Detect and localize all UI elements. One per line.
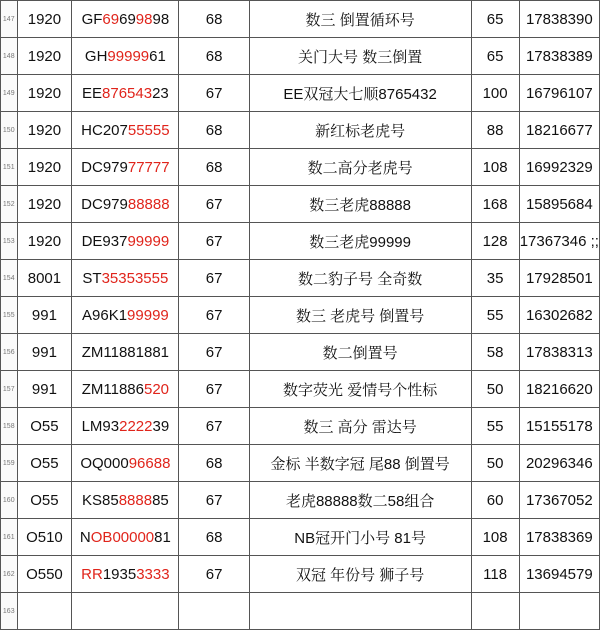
type-cell: 67	[179, 482, 249, 519]
type-cell: 67	[179, 334, 249, 371]
type-cell	[179, 593, 249, 630]
table-row	[1, 593, 600, 630]
table-row	[1, 519, 600, 556]
series-cell: O55	[17, 445, 72, 482]
series-cell: 1920	[17, 112, 72, 149]
row-number: 147	[1, 1, 18, 38]
plate-number-cell	[72, 556, 179, 593]
plate-highlight: 3333	[136, 565, 170, 583]
row-number: 161	[1, 519, 18, 556]
plate-segment: EE	[82, 84, 103, 102]
id-cell: 16302682	[519, 297, 599, 334]
description-cell: 数二高分老虎号	[249, 149, 471, 186]
plate-number-cell	[72, 186, 179, 223]
description-cell: 双冠 年份号 狮子号	[249, 556, 471, 593]
price-cell: 108	[471, 519, 519, 556]
description-cell: 数三老虎99999	[249, 223, 471, 260]
plate-segment: GF	[81, 10, 103, 28]
description-cell	[249, 593, 471, 630]
plate-highlight: 98	[135, 10, 153, 28]
plate-segment: 98	[152, 10, 170, 28]
id-cell: 17928501	[519, 260, 599, 297]
id-cell: 17367052	[519, 482, 599, 519]
series-cell: 1920	[17, 75, 72, 112]
price-cell: 35	[471, 260, 519, 297]
id-cell: 15895684	[519, 186, 599, 223]
plate-segment: HC207	[81, 121, 128, 139]
plate-number-cell	[72, 334, 179, 371]
table-row	[1, 260, 600, 297]
id-cell: 16992329	[519, 149, 599, 186]
description-cell: NB冠开门小号 81号	[249, 519, 471, 556]
plate-number-cell	[72, 445, 179, 482]
id-cell	[519, 593, 599, 630]
plate-number-cell	[72, 408, 179, 445]
description-cell: 关门大号 数三倒置	[249, 38, 471, 75]
series-cell: 1920	[17, 186, 72, 223]
plate-highlight: 99999	[127, 306, 169, 324]
table-row	[1, 1, 600, 38]
id-cell: 13694579	[519, 556, 599, 593]
price-cell: 108	[471, 149, 519, 186]
plate-highlight: RR	[81, 565, 103, 583]
plate-segment: LM93	[81, 417, 120, 435]
plate-number-cell	[72, 593, 179, 630]
type-cell: 68	[179, 519, 249, 556]
plate-segment: KS85	[82, 491, 119, 509]
plate-segment: 85	[152, 491, 169, 509]
type-cell: 67	[179, 297, 249, 334]
id-cell: 20296346	[519, 445, 599, 482]
type-cell: 68	[179, 38, 249, 75]
plate-segment: 81	[154, 528, 171, 546]
series-cell: 8001	[17, 260, 72, 297]
plate-highlight: 99999	[127, 232, 170, 250]
plate-segment: GH	[84, 47, 108, 65]
id-cell: 17838313	[519, 334, 599, 371]
id-cell: 17838390	[519, 1, 599, 38]
description-cell: 老虎88888数二58组合	[249, 482, 471, 519]
id-cell: 16796107	[519, 75, 599, 112]
row-number: 162	[1, 556, 18, 593]
description-cell: 数三 高分 雷达号	[249, 408, 471, 445]
plate-highlight: 77777	[127, 158, 170, 176]
price-cell: 65	[471, 38, 519, 75]
series-cell: O550	[17, 556, 72, 593]
id-cell: 18216620	[519, 371, 599, 408]
plate-number-cell	[72, 260, 179, 297]
plate-highlight: 55555	[127, 121, 170, 139]
price-cell: 88	[471, 112, 519, 149]
plate-number-cell	[72, 297, 179, 334]
plate-number-cell	[72, 519, 179, 556]
plate-segment: N	[79, 528, 91, 546]
description-cell: EE双冠大七顺8765432	[249, 75, 471, 112]
price-cell: 128	[471, 223, 519, 260]
plate-segment: 39	[152, 417, 170, 435]
type-cell: 67	[179, 186, 249, 223]
table-row	[1, 445, 600, 482]
plate-highlight: 520	[144, 380, 170, 398]
id-cell: 15155178	[519, 408, 599, 445]
id-cell: 17838369	[519, 519, 599, 556]
series-cell	[17, 593, 72, 630]
type-cell: 68	[179, 112, 249, 149]
plate-segment: A96K1	[82, 306, 128, 324]
price-cell: 50	[471, 445, 519, 482]
table-row	[1, 38, 600, 75]
price-cell: 65	[471, 1, 519, 38]
plate-segment: 69	[119, 10, 136, 28]
table-row	[1, 334, 600, 371]
series-cell: O55	[17, 482, 72, 519]
price-cell: 55	[471, 408, 519, 445]
price-cell: 168	[471, 186, 519, 223]
plate-segment: DE937	[81, 232, 128, 250]
series-cell: O55	[17, 408, 72, 445]
row-number: 160	[1, 482, 18, 519]
table-row	[1, 297, 600, 334]
id-cell: 17838389	[519, 38, 599, 75]
plate-highlight: 8888	[118, 491, 153, 509]
type-cell: 68	[179, 445, 249, 482]
table-row	[1, 112, 600, 149]
series-cell: 1920	[17, 223, 72, 260]
type-cell: 67	[179, 371, 249, 408]
series-cell: 991	[17, 297, 72, 334]
plate-highlight: 69	[102, 10, 120, 28]
description-cell: 金标 半数字冠 尾88 倒置号	[249, 445, 471, 482]
plate-segment: OQ000	[80, 454, 129, 472]
price-cell: 118	[471, 556, 519, 593]
row-number: 163	[1, 593, 18, 630]
plate-segment: 61	[149, 47, 166, 65]
series-cell: 991	[17, 334, 72, 371]
type-cell: 67	[179, 260, 249, 297]
row-number: 157	[1, 371, 18, 408]
plate-segment: DC979	[81, 158, 128, 176]
table-row	[1, 371, 600, 408]
plate-segment: ST	[82, 269, 102, 287]
description-cell: 数二倒置号	[249, 334, 471, 371]
type-cell: 67	[179, 75, 249, 112]
plate-number-cell	[72, 482, 179, 519]
price-cell: 100	[471, 75, 519, 112]
plate-highlight: 99999	[107, 47, 150, 65]
plate-highlight: 876543	[102, 84, 153, 102]
series-cell: 1920	[17, 149, 72, 186]
table-row	[1, 556, 600, 593]
row-number: 154	[1, 260, 18, 297]
plate-segment: 23	[152, 84, 169, 102]
plate-number-cell	[72, 112, 179, 149]
table-row	[1, 75, 600, 112]
plate-segment: 1935	[102, 565, 137, 583]
plate-segment: DC979	[81, 195, 128, 213]
price-cell: 60	[471, 482, 519, 519]
table-row	[1, 149, 600, 186]
id-cell: 18216677	[519, 112, 599, 149]
row-number: 150	[1, 112, 18, 149]
description-cell: 数二豹子号 全奇数	[249, 260, 471, 297]
plate-number-cell	[72, 223, 179, 260]
type-cell: 67	[179, 408, 249, 445]
price-cell: 55	[471, 297, 519, 334]
type-cell: 68	[179, 149, 249, 186]
table-row	[1, 408, 600, 445]
price-cell: 50	[471, 371, 519, 408]
row-number: 149	[1, 75, 18, 112]
row-number: 159	[1, 445, 18, 482]
plate-segment: ZM11881881	[81, 343, 170, 361]
type-cell: 67	[179, 223, 249, 260]
type-cell: 67	[179, 556, 249, 593]
series-cell: 1920	[17, 38, 72, 75]
price-cell: 58	[471, 334, 519, 371]
row-number: 155	[1, 297, 18, 334]
row-number: 152	[1, 186, 18, 223]
description-cell: 数三 老虎号 倒置号	[249, 297, 471, 334]
plate-highlight: 35353555	[101, 269, 169, 287]
series-cell: 991	[17, 371, 72, 408]
plate-highlight: 00000	[112, 528, 155, 546]
table-row	[1, 482, 600, 519]
row-number: 148	[1, 38, 18, 75]
plate-number-cell	[72, 1, 179, 38]
row-number: 156	[1, 334, 18, 371]
price-cell	[471, 593, 519, 630]
plate-number-cell	[72, 38, 179, 75]
table-row	[1, 223, 600, 260]
id-cell: 17367346 ;;	[519, 223, 599, 260]
plate-highlight: 96688	[128, 454, 171, 472]
row-number: 158	[1, 408, 18, 445]
description-cell: 数字荧光 爱情号个性标	[249, 371, 471, 408]
description-cell: 数三 倒置循环号	[249, 1, 471, 38]
type-cell: 68	[179, 1, 249, 38]
series-cell: 1920	[17, 1, 72, 38]
table-row	[1, 186, 600, 223]
series-cell: O510	[17, 519, 72, 556]
plate-number-cell	[72, 75, 179, 112]
plate-highlight: 2222	[119, 417, 153, 435]
plate-highlight: OB	[90, 528, 113, 546]
row-number: 151	[1, 149, 18, 186]
plate-number-cell	[72, 371, 179, 408]
plate-segment: ZM11886	[81, 380, 144, 398]
table-body	[1, 1, 600, 630]
plate-highlight: 88888	[127, 195, 170, 213]
plate-number-cell	[72, 149, 179, 186]
description-cell: 新红标老虎号	[249, 112, 471, 149]
row-number: 153	[1, 223, 18, 260]
description-cell: 数三老虎88888	[249, 186, 471, 223]
